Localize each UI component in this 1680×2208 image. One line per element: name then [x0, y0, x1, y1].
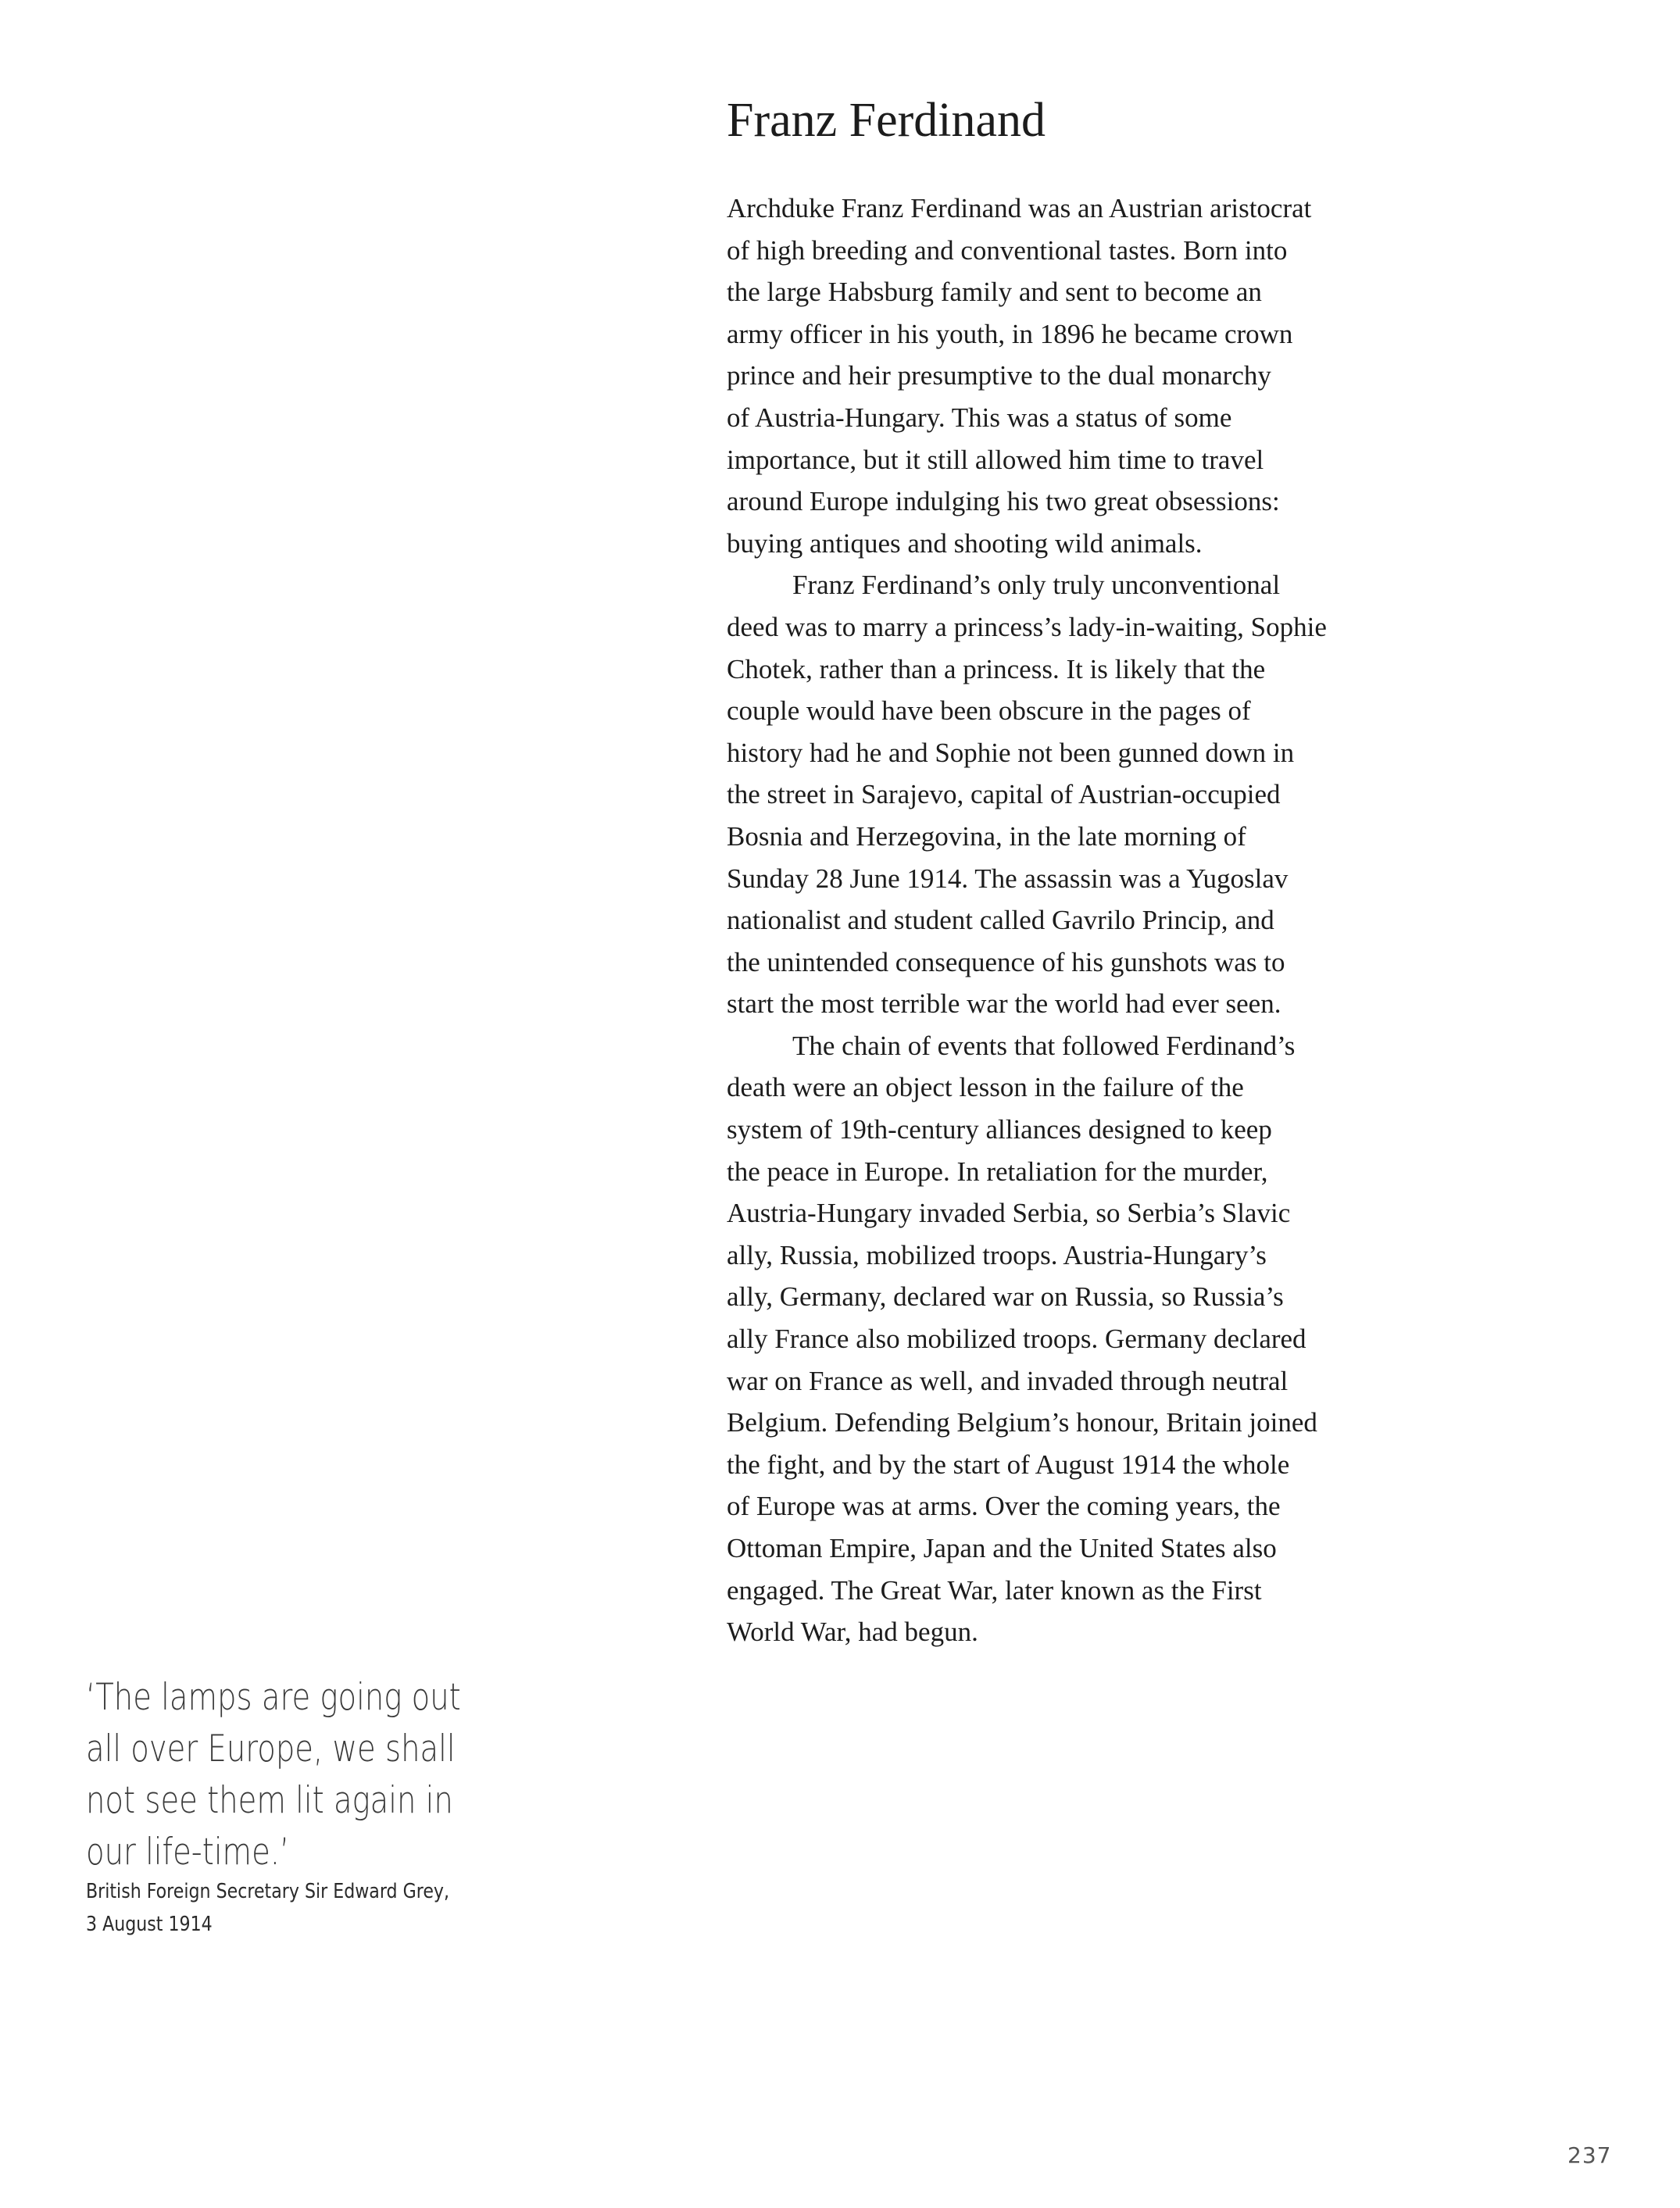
body-line: Archduke Franz Ferdinand was an Austrian aristocrat — [727, 193, 1312, 223]
body-line: system of 19th-century alliances designed to keep — [727, 1114, 1272, 1145]
body-line: nationalist and student called Gavrilo Princip, and — [727, 905, 1274, 936]
body-line: death were an object lesson in the failure of the — [727, 1072, 1244, 1103]
body-line: the street in Sarajevo, capital of Austrian-occupied — [727, 779, 1281, 810]
body-line: Ottoman Empire, Japan and the United States also — [727, 1533, 1277, 1563]
body-line: World War, had begun. — [727, 1617, 978, 1648]
body-line: history had he and Sophie not been gunned down in — [727, 737, 1295, 768]
body-line: of Austria-Hungary. This was a status of some — [727, 402, 1232, 433]
body-line: ally, Russia, mobilized troops. Austria-Hungary’s — [727, 1239, 1267, 1270]
pull-quote — [86, 1672, 461, 1878]
body-line: start the most terrible war the world had ever seen. — [727, 988, 1281, 1020]
body-line: Austria-Hungary invaded Serbia, so Serbia’s Slavic — [727, 1198, 1291, 1229]
body-line: Belgium. Defending Belgium’s honour, Britain joined — [727, 1407, 1317, 1438]
body-line: the unintended consequence of his gunshots was to — [727, 946, 1285, 977]
body-line: ally France also mobilized troops. Germany declared — [727, 1324, 1306, 1355]
body-line: of high breeding and conventional tastes. Born into — [727, 234, 1288, 266]
page-number: 237 — [1567, 2142, 1612, 2168]
article-title: Franz Ferdinand — [727, 94, 1046, 147]
body-line: of Europe was at arms. Over the coming years, the — [727, 1491, 1281, 1522]
attribution-line: 3 August 1914 — [86, 1913, 213, 1936]
body-line: Chotek, rather than a princess. It is likely that the — [727, 653, 1266, 684]
body-line: Bosnia and Herzegovina, in the late morning of — [727, 820, 1246, 852]
pull-quote-line: all over Europe, we shall — [86, 1727, 456, 1770]
article-body — [727, 188, 1399, 1653]
body-line: buying antiques and shooting wild animals. — [727, 527, 1203, 559]
body-line: deed was to marry a princess’s lady-in-waiting, Sophie — [727, 611, 1327, 642]
body-line: the fight, and by the start of August 1914 the whole — [727, 1449, 1290, 1480]
quote-attribution — [86, 1875, 449, 1941]
body-line: The chain of events that followed Ferdinand’s — [792, 1030, 1296, 1061]
body-line: war on France as well, and invaded through neutral — [727, 1365, 1289, 1396]
body-line: the large Habsburg family and sent to become an — [727, 277, 1262, 308]
body-line: ally, Germany, declared war on Russia, so Russia’s — [727, 1281, 1284, 1313]
body-line: engaged. The Great War, later known as the First — [727, 1574, 1262, 1606]
body-line: importance, but it still allowed him time to travel — [727, 444, 1264, 475]
body-line: around Europe indulging his two great obsessions: — [727, 486, 1280, 517]
body-line: Franz Ferdinand’s only truly unconventional — [792, 570, 1281, 601]
body-line: the peace in Europe. In retaliation for the murder, — [727, 1156, 1268, 1187]
pull-quote-line: our life-time.’ — [86, 1831, 290, 1874]
attribution-line: British Foreign Secretary Sir Edward Grey, — [86, 1880, 450, 1903]
body-line: army officer in his youth, in 1896 he became crown — [727, 318, 1293, 349]
body-line: Sunday 28 June 1914. The assassin was a Yugoslav — [727, 863, 1289, 894]
pull-quote-line: ‘The lamps are going out — [86, 1676, 461, 1719]
body-line: couple would have been obscure in the pages of — [727, 695, 1251, 727]
pull-quote-line: not see them lit again in — [86, 1779, 453, 1822]
body-line: prince and heir presumptive to the dual monarchy — [727, 360, 1271, 391]
